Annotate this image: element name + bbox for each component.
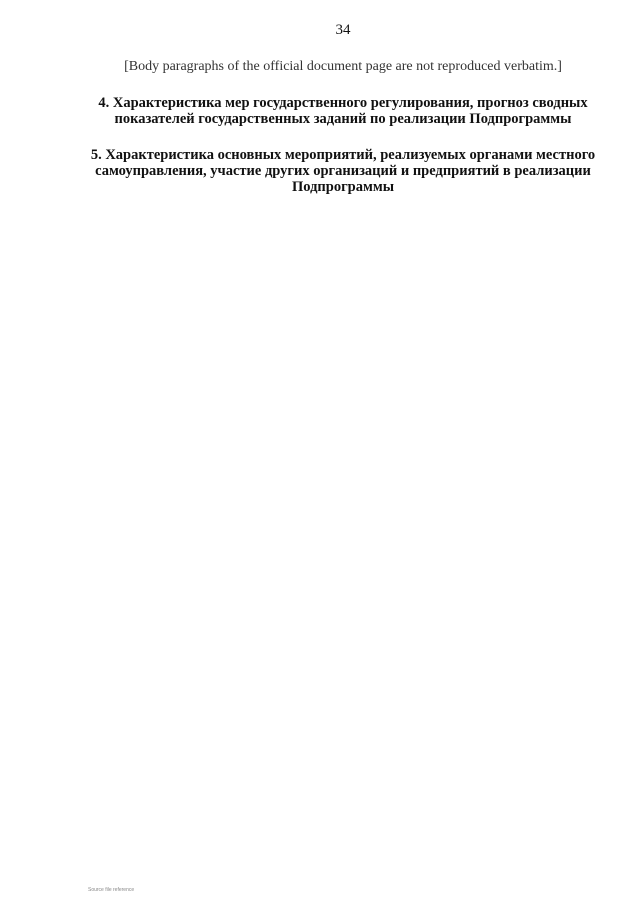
page-number: 34	[335, 22, 351, 38]
section-4-heading: 4. Характеристика мер государственного регулирования, прогноз сводных показателей государственных заданий по реализации Подпрограммы	[98, 95, 588, 127]
section-5-heading: 5. Характеристика основных мероприятий, реализуемых органами местного самоуправления, участие других организаций и предприятий в реализации Подпрограммы	[90, 147, 596, 195]
body-note: [Body paragraphs of the official document page are not reproduced verbatim.]	[124, 59, 562, 74]
footer-note: Source file reference	[88, 887, 135, 893]
document-page	[88, 22, 598, 205]
